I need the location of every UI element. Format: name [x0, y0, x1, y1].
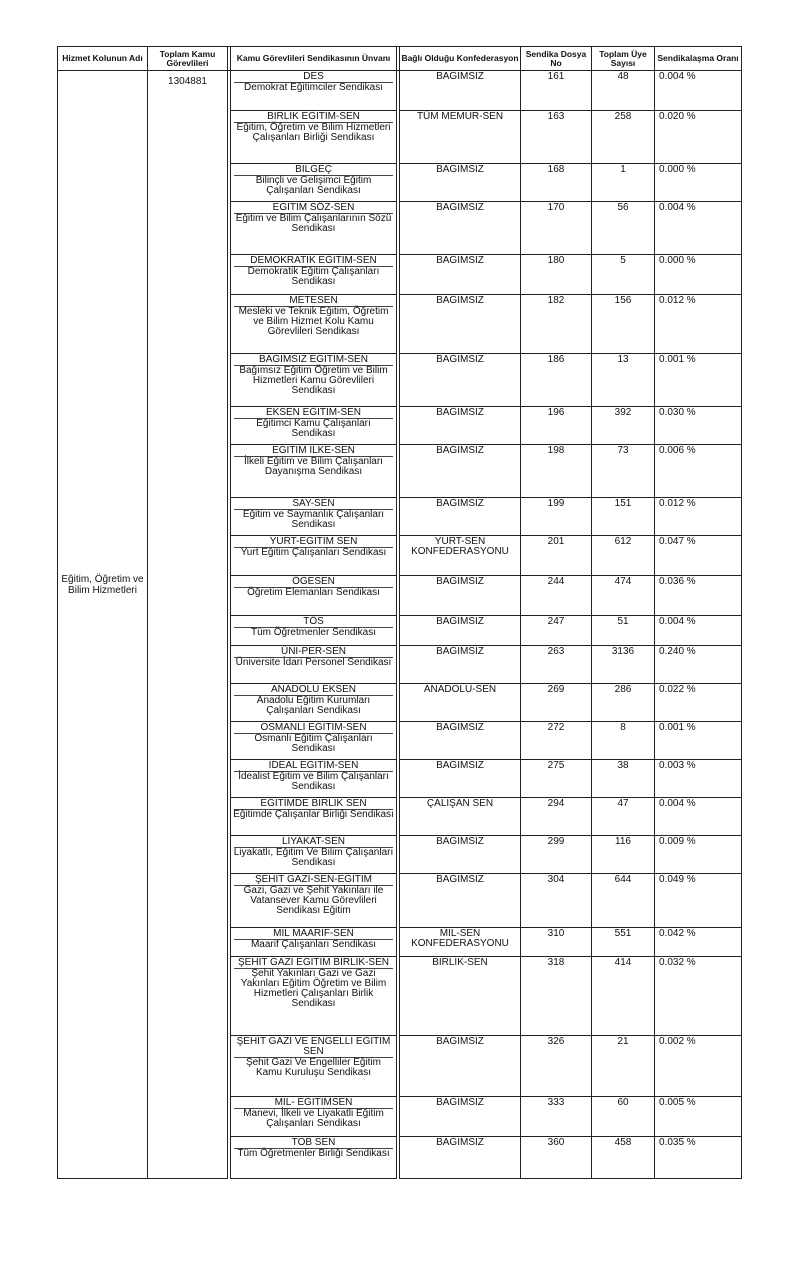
union-title-cell: [231, 684, 397, 722]
union-abbr: MİL- EĞİTİMSEN: [234, 1098, 393, 1109]
members-cell: 551: [592, 928, 655, 957]
file-no-cell: 186: [521, 354, 592, 407]
rate-cell: 0.006 %: [655, 445, 742, 498]
union-title-cell: [231, 407, 397, 445]
members-cell: 60: [592, 1097, 655, 1137]
file-no-cell: 168: [521, 164, 592, 202]
union-full-name: Osmanlı Eğitim Çalışanları Sendikası: [254, 733, 373, 754]
file-no-cell: 275: [521, 760, 592, 798]
union-abbr: EKSEN EĞİTİM-SEN: [234, 408, 393, 419]
union-title-cell: [231, 616, 397, 646]
confederation-cell: BAĞIMSIZ: [400, 722, 521, 760]
members-cell: 458: [592, 1137, 655, 1179]
members-cell: 414: [592, 957, 655, 1036]
union-title-cell: [231, 536, 397, 576]
members-cell: 1: [592, 164, 655, 202]
union-abbr: DEMOKRATİK EĞİTİM-SEN: [234, 256, 393, 267]
file-no-cell: 163: [521, 111, 592, 164]
confederation-cell: ÇALIŞAN SEN: [400, 798, 521, 836]
file-no-cell: 310: [521, 928, 592, 957]
members-cell: 38: [592, 760, 655, 798]
union-title-cell: [231, 71, 397, 111]
rate-cell: 0.035 %: [655, 1137, 742, 1179]
header-confederation: Bağlı Olduğu Konfederasyon: [400, 47, 521, 71]
confederation-cell: BAĞIMSIZ: [400, 354, 521, 407]
members-cell: 116: [592, 836, 655, 874]
rate-cell: 0.004 %: [655, 798, 742, 836]
confederation-cell: BAĞIMSIZ: [400, 646, 521, 684]
members-cell: 5: [592, 255, 655, 295]
union-full-name: Şehit Yakınları Gazi ve Gazi Yakınları Eğitim Öğretim ve Bilim Hizmetleri Çalışanları Birlik Sendikası: [240, 968, 387, 1009]
file-no-cell: 294: [521, 798, 592, 836]
union-abbr: LİYAKAT-SEN: [234, 837, 393, 848]
rate-cell: 0.004 %: [655, 202, 742, 255]
header-file-no: Sendika Dosya No: [521, 47, 592, 71]
union-title-cell: [231, 957, 397, 1036]
file-no-cell: 360: [521, 1137, 592, 1179]
union-abbr: YURT-EĞİTİM SEN: [234, 537, 393, 548]
members-cell: 56: [592, 202, 655, 255]
union-abbr: TÖS: [234, 617, 393, 628]
union-abbr: DES: [234, 72, 393, 83]
union-title-cell: [231, 722, 397, 760]
total-employees-cell: [148, 71, 228, 1179]
file-no-cell: 198: [521, 445, 592, 498]
union-full-name: Anadolu Eğitim Kurumları Çalışanları Sendikası: [256, 695, 371, 716]
table-body: [58, 71, 742, 1179]
union-abbr: MİL MAARİF-SEN: [234, 929, 393, 940]
file-no-cell: 196: [521, 407, 592, 445]
members-cell: 8: [592, 722, 655, 760]
confederation-cell: BAĞIMSIZ: [400, 445, 521, 498]
rate-cell: 0.004 %: [655, 71, 742, 111]
union-table: [57, 46, 742, 1179]
union-title-cell: [231, 798, 397, 836]
header-union-title: Kamu Görevlileri Sendikasının Ünvanı: [231, 47, 397, 71]
file-no-cell: 170: [521, 202, 592, 255]
union-full-name: Bağımsız Eğitim Öğretim ve Bilim Hizmetleri Kamu Görevlileri Sendikası: [239, 365, 388, 396]
union-abbr: ÜNİ-PER-SEN: [234, 647, 393, 658]
union-abbr: BİLGEÇ: [234, 165, 393, 176]
confederation-cell: BAĞIMSIZ: [400, 407, 521, 445]
union-full-name: Gazi, Gazi ve Şehit Yakınları ile Vatansever Kamu Görevlileri Sendikası Eğitim: [243, 885, 384, 916]
file-no-cell: 199: [521, 498, 592, 536]
union-title-cell: [231, 836, 397, 874]
confederation-cell: BAĞIMSIZ: [400, 836, 521, 874]
union-abbr: OSMANLI EĞİTİM-SEN: [234, 723, 393, 734]
union-title-cell: [231, 928, 397, 957]
confederation-cell: TÜM MEMUR-SEN: [400, 111, 521, 164]
confederation-cell: BAĞIMSIZ: [400, 1036, 521, 1097]
union-full-name: Öğretim Elemanları Sendikası: [247, 587, 380, 598]
union-title-cell: [231, 646, 397, 684]
union-full-name: Tüm Öğretmenler Birliği Sendikası: [237, 1148, 390, 1159]
file-no-cell: 182: [521, 295, 592, 354]
union-abbr: ŞEHİT GAZİ-SEN-EĞİTİM: [234, 875, 393, 886]
rate-cell: 0.036 %: [655, 576, 742, 616]
union-full-name: Bilinçli ve Gelişimci Eğitim Çalışanları Sendikası: [255, 175, 372, 196]
file-no-cell: 161: [521, 71, 592, 111]
union-full-name: Maarif Çalışanları Sendikası: [250, 939, 377, 950]
union-title-cell: [231, 576, 397, 616]
union-abbr: EĞİTİM İLKE-SEN: [234, 446, 393, 457]
confederation-cell: BAĞIMSIZ: [400, 760, 521, 798]
file-no-cell: 304: [521, 874, 592, 928]
union-full-name: Eğitim, Öğretim ve Bilim Hizmetleri Çalışanları Birliği Sendikası: [236, 122, 391, 143]
union-abbr: ÖĞESEN: [234, 577, 393, 588]
members-cell: 47: [592, 798, 655, 836]
confederation-cell: BAĞIMSIZ: [400, 255, 521, 295]
union-abbr: SAY-SEN: [234, 499, 393, 510]
service-branch: Eğitim, Öğretim ve Bilim Hizmetleri: [61, 574, 144, 596]
union-title-cell: [231, 1137, 397, 1179]
union-title-cell: [231, 445, 397, 498]
union-abbr: BAĞIMSIZ EĞİTİM-SEN: [234, 355, 393, 366]
union-abbr: BİRLİK EĞİTİM-SEN: [234, 112, 393, 123]
members-cell: 286: [592, 684, 655, 722]
file-no-cell: 326: [521, 1036, 592, 1097]
members-cell: 3136: [592, 646, 655, 684]
union-full-name: Üniversite İdari Personel Sendikası: [235, 657, 392, 668]
rate-cell: 0.005 %: [655, 1097, 742, 1137]
confederation-cell: MİL-SEN KONFEDERASYONU: [400, 928, 521, 957]
file-no-cell: 318: [521, 957, 592, 1036]
confederation-cell: BAĞIMSIZ: [400, 498, 521, 536]
file-no-cell: 299: [521, 836, 592, 874]
service-branch-cell: [58, 71, 148, 1179]
header-row: [58, 47, 742, 71]
union-abbr: ŞEHİT GAZİ EĞİTİM BİRLİK-SEN: [234, 958, 393, 969]
union-title-cell: [231, 760, 397, 798]
union-title-cell: [231, 255, 397, 295]
rate-cell: 0.032 %: [655, 957, 742, 1036]
confederation-cell: YURT-SEN KONFEDERASYONU: [400, 536, 521, 576]
union-title-cell: [231, 498, 397, 536]
rate-cell: 0.049 %: [655, 874, 742, 928]
rate-cell: 0.000 %: [655, 164, 742, 202]
confederation-cell: BAĞIMSIZ: [400, 71, 521, 111]
file-no-cell: 263: [521, 646, 592, 684]
rate-cell: 0.020 %: [655, 111, 742, 164]
members-cell: 644: [592, 874, 655, 928]
file-no-cell: 247: [521, 616, 592, 646]
union-title-cell: [231, 111, 397, 164]
file-no-cell: 201: [521, 536, 592, 576]
members-cell: 13: [592, 354, 655, 407]
header-rate: Sendikalaşma Oranı: [655, 47, 742, 71]
confederation-cell: BAĞIMSIZ: [400, 874, 521, 928]
members-cell: 151: [592, 498, 655, 536]
union-title-cell: [231, 164, 397, 202]
union-title-cell: [231, 1097, 397, 1137]
file-no-cell: 333: [521, 1097, 592, 1137]
union-full-name: Demokratik Eğitim Çalışanları Sendikası: [247, 266, 380, 287]
file-no-cell: 272: [521, 722, 592, 760]
members-cell: 21: [592, 1036, 655, 1097]
union-full-name: Demokrat Eğitimciler Sendikası: [244, 82, 383, 93]
file-no-cell: 180: [521, 255, 592, 295]
union-full-name: Eğitimci Kamu Çalışanları Sendikası: [256, 418, 371, 439]
union-full-name: İlkeli Eğitim ve Bilim Çalışanları Dayanışma Sendikası: [244, 456, 383, 477]
union-full-name: Manevi, İlkeli ve Liyakatli Eğitim Çalışanları Sendikası: [243, 1108, 384, 1129]
rate-cell: 0.001 %: [655, 722, 742, 760]
header-service-branch: Hizmet Kolunun Adı: [58, 47, 148, 71]
rate-cell: 0.042 %: [655, 928, 742, 957]
rate-cell: 0.012 %: [655, 295, 742, 354]
union-abbr: ŞEHİT GAZİ VE ENGELLİ EĞİTİM SEN: [234, 1037, 393, 1058]
members-cell: 48: [592, 71, 655, 111]
union-title-cell: [231, 874, 397, 928]
members-cell: 156: [592, 295, 655, 354]
rate-cell: 0.003 %: [655, 760, 742, 798]
rate-cell: 0.012 %: [655, 498, 742, 536]
union-abbr: ANADOLU EKSEN: [234, 685, 393, 696]
members-cell: 392: [592, 407, 655, 445]
confederation-cell: BAĞIMSIZ: [400, 295, 521, 354]
rate-cell: 0.004 %: [655, 616, 742, 646]
union-full-name: Eğitim ve Saymanlık Çalışanları Sendikası: [242, 509, 385, 530]
confederation-cell: ANADOLU-SEN: [400, 684, 521, 722]
union-full-name: İdealist Eğitim ve Bilim Çalışanları Sendikası: [238, 771, 389, 792]
union-title-cell: [231, 295, 397, 354]
union-full-name: Yurt Eğitim Çalışanları Sendikası: [240, 547, 387, 558]
union-full-name: Eğitimde Çalışanlar Birliği Sendikası: [233, 809, 394, 820]
header-members: Toplam Üye Sayısı: [592, 47, 655, 71]
union-title-cell: [231, 202, 397, 255]
total-employees: 1304881: [168, 76, 207, 87]
union-full-name: Eğitim ve Bilim Çalışanlarının Sözü Sendikası: [235, 213, 392, 234]
header-total-employees: Toplam Kamu Görevlileri: [148, 47, 228, 71]
rate-cell: 0.030 %: [655, 407, 742, 445]
members-cell: 73: [592, 445, 655, 498]
rate-cell: 0.009 %: [655, 836, 742, 874]
file-no-cell: 244: [521, 576, 592, 616]
union-full-name: Liyakatlı, Eğitim Ve Bilim Çalışanları Sendikası: [233, 847, 394, 868]
rate-cell: 0.001 %: [655, 354, 742, 407]
rate-cell: 0.047 %: [655, 536, 742, 576]
union-abbr: İDEAL EĞİTİM-SEN: [234, 761, 393, 772]
rate-cell: 0.240 %: [655, 646, 742, 684]
confederation-cell: BAĞIMSIZ: [400, 576, 521, 616]
union-abbr: TOB SEN: [234, 1138, 393, 1149]
union-full-name: Mesleki ve Teknik Eğitim, Öğretim ve Bilim Hizmet Kolu Kamu Görevlileri Sendikası: [238, 306, 389, 337]
union-title-cell: [231, 1036, 397, 1097]
union-abbr: EĞİTİM SÖZ-SEN: [234, 203, 393, 214]
confederation-cell: BİRLİK-SEN: [400, 957, 521, 1036]
members-cell: 612: [592, 536, 655, 576]
file-no-cell: 269: [521, 684, 592, 722]
table-row: [58, 71, 742, 111]
members-cell: 474: [592, 576, 655, 616]
rate-cell: 0.000 %: [655, 255, 742, 295]
confederation-cell: BAĞIMSIZ: [400, 202, 521, 255]
confederation-cell: BAĞIMSIZ: [400, 616, 521, 646]
union-full-name: Tüm Öğretmenler Sendikası: [250, 627, 377, 638]
members-cell: 51: [592, 616, 655, 646]
confederation-cell: BAĞIMSIZ: [400, 164, 521, 202]
rate-cell: 0.002 %: [655, 1036, 742, 1097]
union-abbr: METESEN: [234, 296, 393, 307]
confederation-cell: BAĞIMSIZ: [400, 1097, 521, 1137]
rate-cell: 0.022 %: [655, 684, 742, 722]
confederation-cell: BAĞIMSIZ: [400, 1137, 521, 1179]
union-full-name: Şehit Gazi Ve Engelliler Eğitim Kamu Kuruluşu Sendikası: [245, 1057, 382, 1078]
members-cell: 258: [592, 111, 655, 164]
union-title-cell: [231, 354, 397, 407]
union-abbr: EĞİTİMDE BİRLİK SEN: [234, 799, 393, 810]
